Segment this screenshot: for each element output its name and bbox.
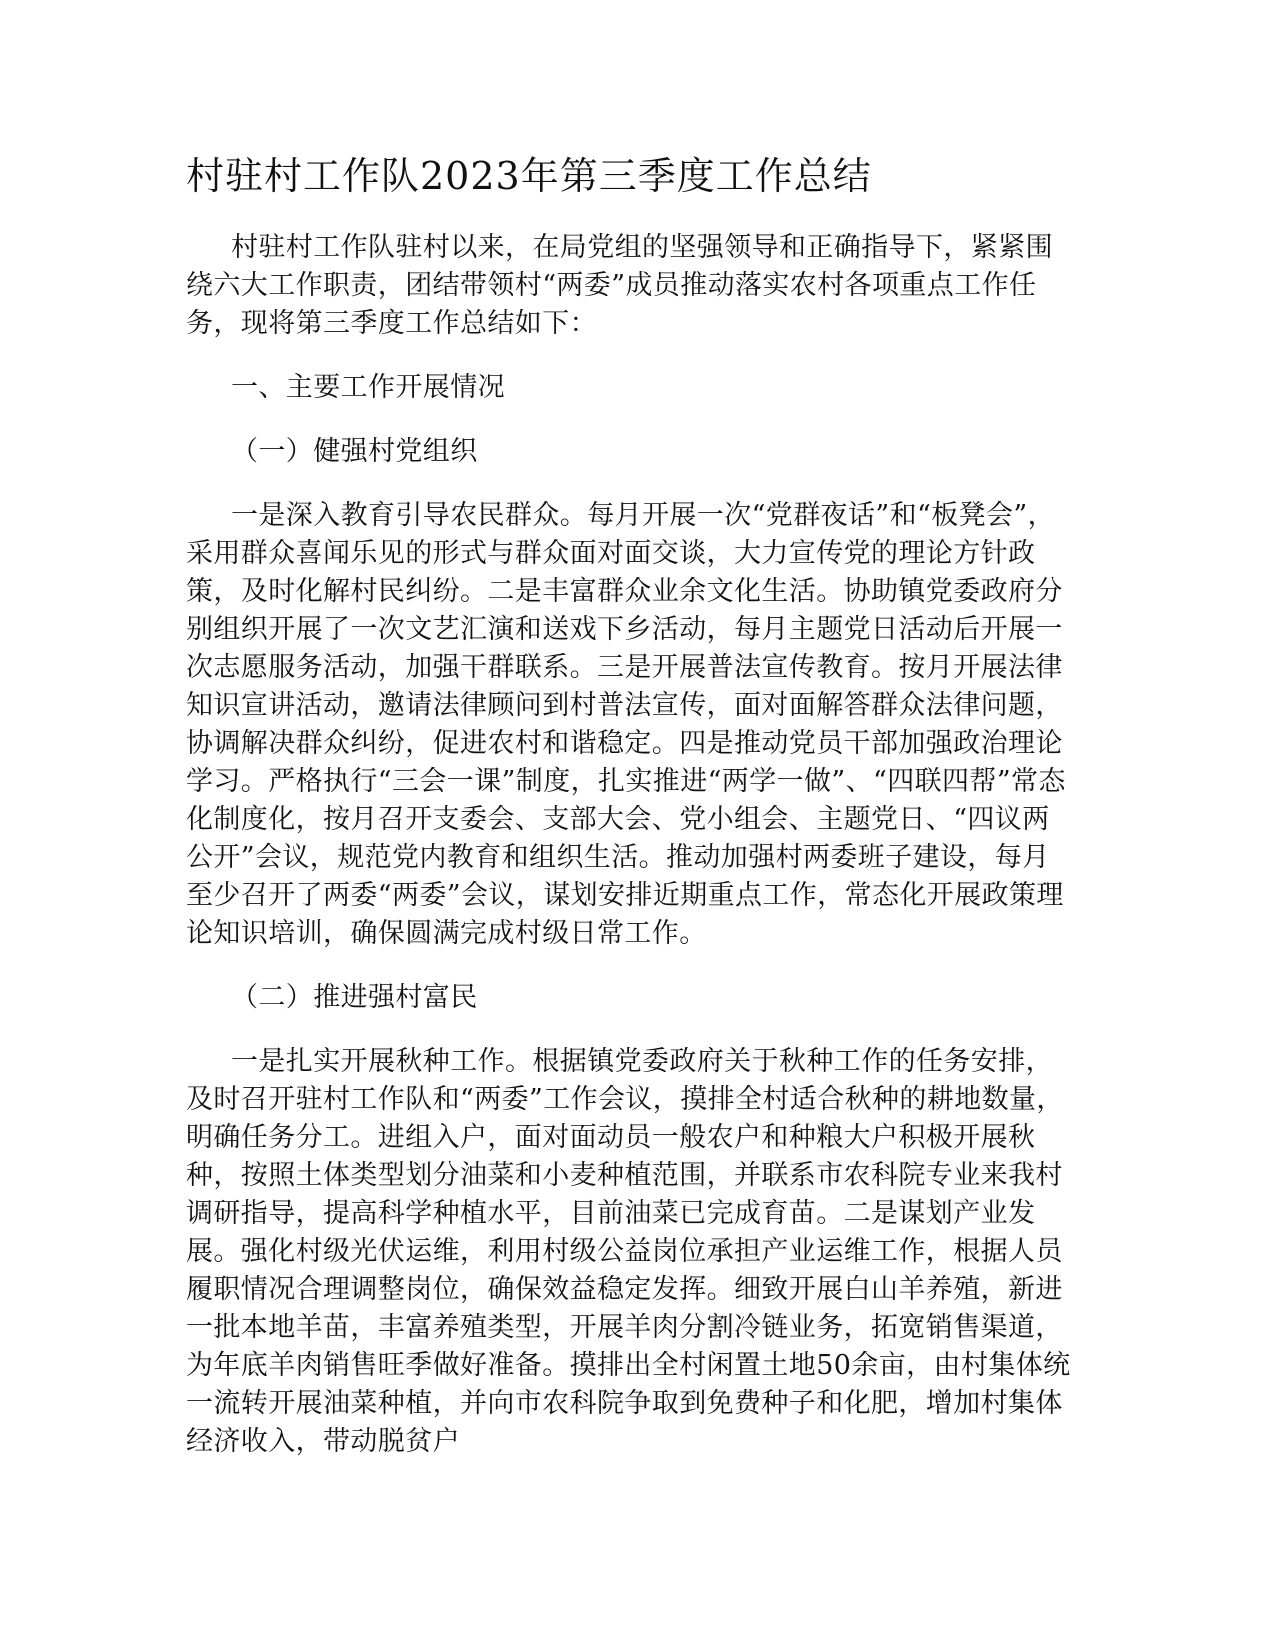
section-heading-main-work: 一、主要工作开展情况 — [231, 372, 505, 403]
subsection-heading-party-org: （一）健强村党组织 — [231, 436, 478, 467]
document-body — [186, 229, 1071, 1461]
subsection-heading-village-prosperity: （二）推进强村富民 — [231, 982, 478, 1013]
document-title: 村驻村工作队2023年第三季度工作总结 — [186, 154, 872, 198]
document-page — [186, 0, 1086, 1650]
intro-paragraph: 村驻村工作队驻村以来，在局党组的坚强领导和正确指导下，紧紧围绕六大工作职责，团结带领村“两委”成员推动落实农村各项重点工作任务，现将第三季度工作总结如下： — [186, 232, 1053, 339]
paragraph-party-org: 一是深入教育引导农民群众。每月开展一次“党群夜话”和“板凳会”，采用群众喜闻乐见的形式与群众面对面交谈，大力宣传党的理论方针政策，及时化解村民纠纷。二是丰富群众业余文化生活。协助镇党委政府分别组织开展了一次文艺汇演和送戏下乡活动，每月主题党日活动后开展一次志愿服务活动，加强干群联系。三是开展普法宣传教育。按月开展法律知识宣讲活动，邀请法律顾问到村普法宣传，面对面解答群众法律问题，协调解决群众纠纷，促进农村和谐稳定。四是推动党员干部加强政治理论学习。严格执行“三会一课”制度，扎实推进“两学一做”、“四联四帮”常态化制度化，按月召开支委会、支部大会、党小组会、主题党日、“四议两公开”会议，规范党内教育和组织生活。推动加强村两委班子建设，每月至少召开了两委“两委”会议，谋划安排近期重点工作，常态化开展政策理论知识培训，确保圆满完成村级日常工作。 — [186, 500, 1066, 949]
paragraph-village-prosperity: 一是扎实开展秋种工作。根据镇党委政府关于秋种工作的任务安排，及时召开驻村工作队和“两委”工作会议，摸排全村适合秋种的耕地数量，明确任务分工。进组入户，面对面动员一般农户和种粮大户积极开展秋种，按照土体类型划分油菜和小麦种植范围，并联系市农科院专业来我村调研指导，提高科学种植水平，目前油菜已完成育苗。二是谋划产业发展。强化村级光伏运维，利用村级公益岗位承担产业运维工作，根据人员履职情况合理调整岗位，确保效益稳定发挥。细致开展白山羊养殖，新进一批本地羊苗，丰富养殖类型，开展羊肉分割冷链业务，拓宽销售渠道，为年底羊肉销售旺季做好准备。摸排出全村闲置土地50余亩，由村集体统一流转开展油菜种植，并向市农科院争取到免费种子和化肥，增加村集体经济收入，带动脱贫户 — [186, 1046, 1071, 1457]
